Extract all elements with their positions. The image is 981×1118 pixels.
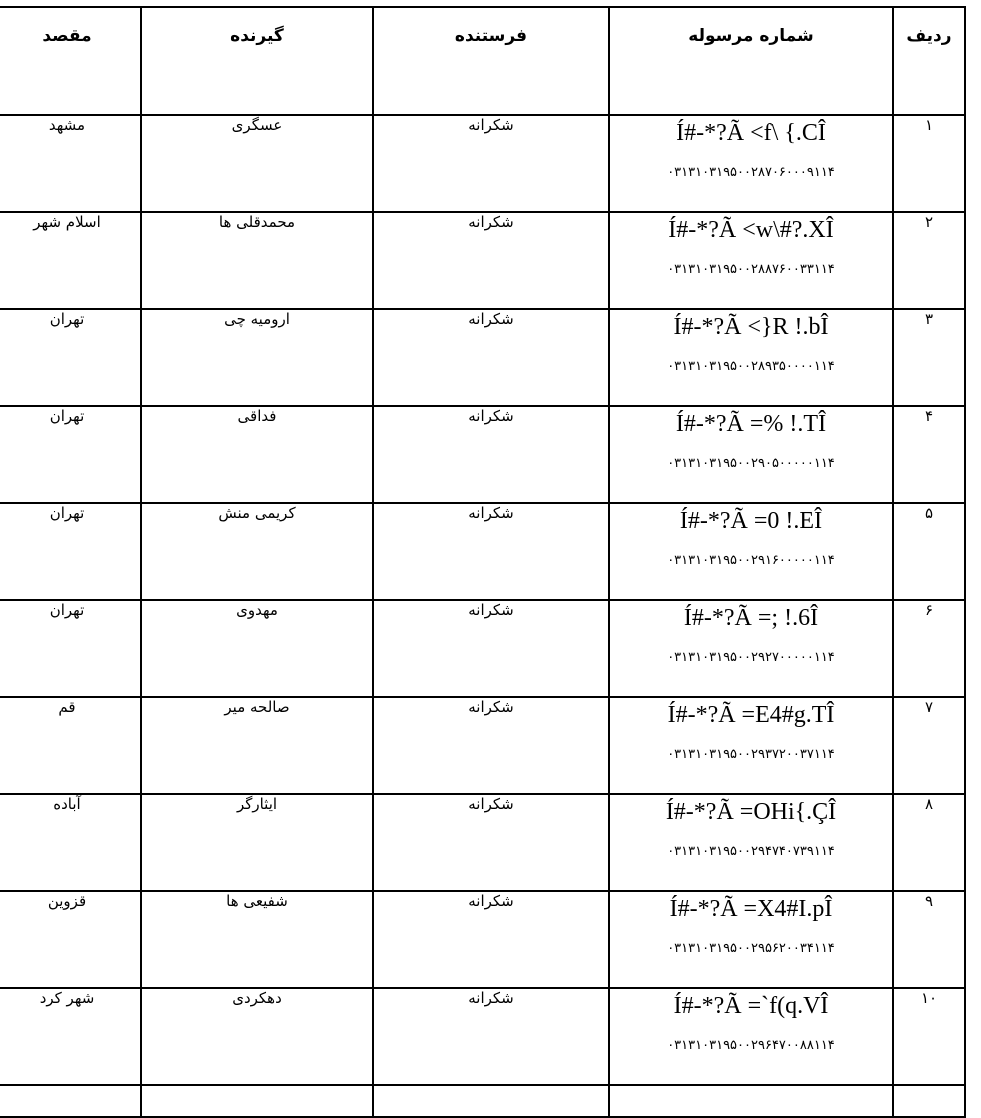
empty-cell (893, 1085, 965, 1117)
shipment-barcode-text: Í#-*?Ã =E4#g.TÎ (667, 702, 835, 728)
shipment-number-digits: ۰۳۱۳۱۰۳۱۹۵۰۰۲۹۵۶۲۰۰۳۴۱۱۴ (667, 941, 835, 956)
cell-sender: شکرانه (373, 503, 609, 600)
cell-shipment-number (609, 309, 893, 406)
cell-sender: شکرانه (373, 600, 609, 697)
cell-shipment-number (609, 891, 893, 988)
cell-receiver: صالحه میر (141, 697, 373, 794)
shipment-number-digits: ۰۳۱۳۱۰۳۱۹۵۰۰۲۹۴۷۴۰۷۳۹۱۱۴ (667, 844, 835, 859)
cell-destination: قم (0, 697, 141, 794)
cell-destination: مشهد (0, 115, 141, 212)
shipment-number-digits: ۰۳۱۳۱۰۳۱۹۵۰۰۲۹۲۷۰۰۰۰۰۱۱۴ (667, 650, 835, 665)
table-row (0, 115, 965, 212)
shipment-barcode-text: Í#-*?Ã <f\ {.CÎ (676, 120, 826, 146)
shipment-number-digits: ۰۳۱۳۱۰۳۱۹۵۰۰۲۹۰۵۰۰۰۰۰۱۱۴ (667, 456, 835, 471)
shipment-barcode-text: Í#-*?Ã <}R !.bÎ (673, 314, 829, 340)
table-row (0, 309, 965, 406)
cell-destination: اسلام شهر (0, 212, 141, 309)
cell-destination: تهران (0, 309, 141, 406)
cell-shipment-number (609, 988, 893, 1085)
cell-row-number: ۹ (893, 891, 965, 988)
cell-sender: شکرانه (373, 697, 609, 794)
header-shipment-number: شماره مرسوله (609, 7, 893, 115)
header-row-number: ردیف (893, 7, 965, 115)
cell-sender: شکرانه (373, 794, 609, 891)
shipment-barcode-text: Í#-*?Ã =X4#I.pÎ (669, 896, 833, 922)
shipment-number-digits: ۰۳۱۳۱۰۳۱۹۵۰۰۲۸۷۰۶۰۰۰۹۱۱۴ (667, 165, 835, 180)
header-sender: فرستنده (373, 7, 609, 115)
cell-sender: شکرانه (373, 406, 609, 503)
shipment-number-digits: ۰۳۱۳۱۰۳۱۹۵۰۰۲۸۹۳۵۰۰۰۰۱۱۴ (667, 359, 835, 374)
cell-receiver: ایثارگر (141, 794, 373, 891)
cell-receiver: شفیعی ها (141, 891, 373, 988)
cell-sender: شکرانه (373, 115, 609, 212)
empty-cell (609, 1085, 893, 1117)
cell-shipment-number (609, 503, 893, 600)
table-row (0, 406, 965, 503)
shipment-number-digits: ۰۳۱۳۱۰۳۱۹۵۰۰۲۸۸۷۶۰۰۳۳۱۱۴ (667, 262, 835, 277)
empty-cell (141, 1085, 373, 1117)
cell-shipment-number (609, 406, 893, 503)
table-header-row (0, 7, 965, 115)
shipment-number-digits: ۰۳۱۳۱۰۳۱۹۵۰۰۲۹۶۴۷۰۰۸۸۱۱۴ (667, 1038, 835, 1053)
cell-receiver: ارومیه چی (141, 309, 373, 406)
table-row (0, 988, 965, 1085)
cell-receiver: فداقی (141, 406, 373, 503)
header-destination: مقصد (0, 7, 141, 115)
shipment-barcode-text: Í#-*?Ã =% !.TÎ (675, 411, 827, 437)
cell-destination: تهران (0, 503, 141, 600)
cell-row-number: ۷ (893, 697, 965, 794)
cell-destination: قزوین (0, 891, 141, 988)
empty-cell (0, 1085, 141, 1117)
cell-receiver: مهدوی (141, 600, 373, 697)
cell-row-number: ۳ (893, 309, 965, 406)
table-row (0, 891, 965, 988)
cell-destination: شهر کرد (0, 988, 141, 1085)
cell-shipment-number (609, 212, 893, 309)
cell-sender: شکرانه (373, 988, 609, 1085)
cell-row-number: ۱ (893, 115, 965, 212)
cell-shipment-number (609, 115, 893, 212)
cell-sender: شکرانه (373, 891, 609, 988)
cell-row-number: ۵ (893, 503, 965, 600)
cell-shipment-number (609, 794, 893, 891)
cell-receiver: دهکردی (141, 988, 373, 1085)
cell-row-number: ۸ (893, 794, 965, 891)
table-row (0, 794, 965, 891)
cell-destination: آباده (0, 794, 141, 891)
cell-destination: تهران (0, 600, 141, 697)
cell-row-number: ۱۰ (893, 988, 965, 1085)
table-row-partial (0, 1085, 965, 1117)
cell-row-number: ۴ (893, 406, 965, 503)
cell-receiver: محمدقلی ها (141, 212, 373, 309)
empty-cell (373, 1085, 609, 1117)
shipment-barcode-text: Í#-*?Ã =0 !.EÎ (679, 508, 823, 534)
shipment-barcode-text: Í#-*?Ã =; !.6Î (683, 605, 819, 631)
shipment-barcode-text: Í#-*?Ã =`f(q.VÎ (673, 993, 829, 1019)
cell-sender: شکرانه (373, 309, 609, 406)
shipment-number-digits: ۰۳۱۳۱۰۳۱۹۵۰۰۲۹۱۶۰۰۰۰۰۱۱۴ (667, 553, 835, 568)
cell-sender: شکرانه (373, 212, 609, 309)
shipment-barcode-text: Í#-*?Ã =OHi{.ÇÎ (665, 799, 837, 825)
table-row (0, 503, 965, 600)
cell-receiver: کریمی منش (141, 503, 373, 600)
table-row (0, 212, 965, 309)
shipment-table (0, 6, 966, 1118)
shipment-barcode-text: Í#-*?Ã <w\#?.XÎ (668, 217, 834, 243)
cell-row-number: ۶ (893, 600, 965, 697)
shipment-number-digits: ۰۳۱۳۱۰۳۱۹۵۰۰۲۹۳۷۲۰۰۳۷۱۱۴ (667, 747, 835, 762)
cell-row-number: ۲ (893, 212, 965, 309)
cell-shipment-number (609, 697, 893, 794)
cell-receiver: عسگری (141, 115, 373, 212)
table-row (0, 600, 965, 697)
header-receiver: گیرنده (141, 7, 373, 115)
cell-destination: تهران (0, 406, 141, 503)
table-row (0, 697, 965, 794)
cell-shipment-number (609, 600, 893, 697)
